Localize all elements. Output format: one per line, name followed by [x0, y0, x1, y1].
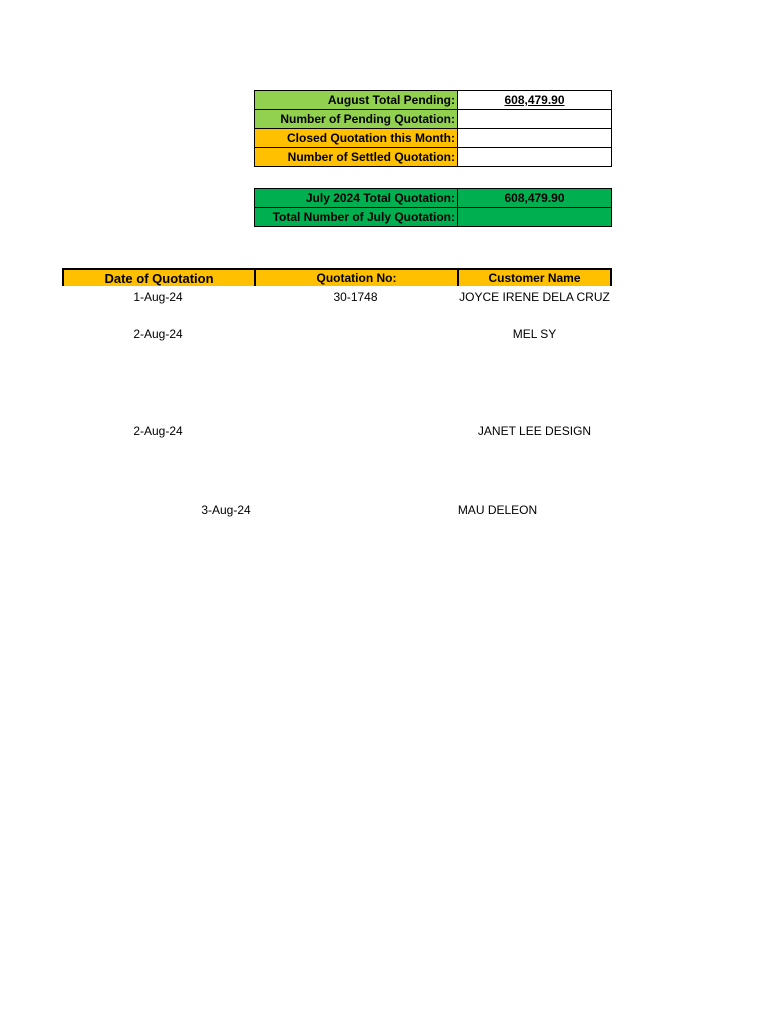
closed-quotation-row [255, 129, 612, 148]
july-total-label: July 2024 Total Quotation: [255, 189, 458, 208]
pending-count-label: Number of Pending Quotation: [255, 110, 458, 129]
july-count-row [255, 208, 612, 227]
row-2-customer[interactable]: MEL SY [512, 327, 557, 341]
settled-count-value[interactable] [458, 148, 612, 167]
july-summary-table [254, 188, 612, 227]
row-3-date[interactable]: 2-Aug-24 [133, 424, 183, 438]
row-1-quotation-no[interactable]: 30-1748 [333, 290, 378, 304]
closed-quotation-value[interactable] [458, 129, 612, 148]
row-3-customer[interactable]: JANET LEE DESIGN [477, 424, 592, 438]
july-count-label: Total Number of July Quotation: [255, 208, 458, 227]
august-total-pending-row [255, 91, 612, 110]
settled-count-label: Number of Settled Quotation: [255, 148, 458, 167]
header-date-of-quotation[interactable]: Date of Quotation [62, 268, 254, 286]
closed-quotation-label: Closed Quotation this Month: [255, 129, 458, 148]
august-total-pending-value[interactable] [458, 91, 612, 110]
settled-count-row [255, 148, 612, 167]
row-4-customer[interactable]: MAU DELEON [457, 503, 538, 517]
august-summary-table [254, 90, 612, 167]
pending-count-value[interactable] [458, 110, 612, 129]
row-1-date[interactable]: 1-Aug-24 [133, 290, 183, 304]
row-1-customer[interactable]: JOYCE IRENE DELA CRUZ [459, 290, 610, 304]
row-2-date[interactable]: 2-Aug-24 [133, 327, 183, 341]
august-total-pending-amount: 608,479.90 [504, 93, 565, 107]
header-customer-name[interactable]: Customer Name [457, 268, 612, 286]
pending-count-row [255, 110, 612, 129]
july-total-value[interactable]: 608,479.90 [458, 189, 612, 208]
header-quotation-no[interactable]: Quotation No: [254, 268, 457, 286]
row-4-date[interactable]: 3-Aug-24 [201, 503, 251, 517]
august-total-pending-label: August Total Pending: [255, 91, 458, 110]
july-count-value[interactable] [458, 208, 612, 227]
july-total-row [255, 189, 612, 208]
